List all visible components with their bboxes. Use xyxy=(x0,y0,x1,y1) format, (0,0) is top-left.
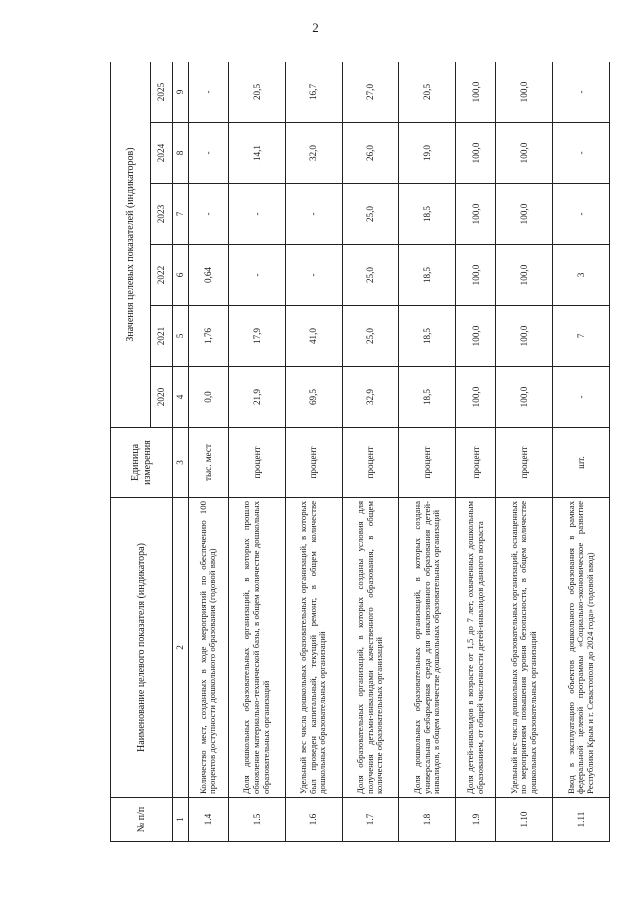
indicator-name: Удельный вес числа дошкольных образовательных организаций, в которых был проведен капитальный, текущий ремонт, в общем количестве дошкольных образовательных организаций xyxy=(285,498,342,798)
value-cell: - xyxy=(189,62,229,123)
row-number: 1.9 xyxy=(456,798,496,842)
value-cell: 100,0 xyxy=(456,245,496,306)
header-year: 2020 xyxy=(151,367,173,428)
value-cell: 69,5 xyxy=(285,367,342,428)
unit-cell: тыс. мест xyxy=(189,428,229,498)
value-cell: 100,0 xyxy=(496,184,553,245)
column-number: 3 xyxy=(173,428,189,498)
value-cell: 16,7 xyxy=(285,62,342,123)
value-cell: 20,5 xyxy=(228,62,285,123)
value-cell: - xyxy=(553,367,610,428)
unit-cell: процент xyxy=(456,428,496,498)
value-cell: 18,5 xyxy=(399,367,456,428)
row-number: 1.4 xyxy=(189,798,229,842)
table-row xyxy=(456,62,496,842)
value-cell: - xyxy=(285,184,342,245)
value-cell: - xyxy=(285,245,342,306)
value-cell: 18,5 xyxy=(399,245,456,306)
page-number: 2 xyxy=(312,20,319,35)
header-year: 2025 xyxy=(151,62,173,123)
unit-cell: процент xyxy=(228,428,285,498)
indicator-name: Доля дошкольных образовательных организаций, в которых создана универсальная безбарьерная среда для инклюзивного образования детей-инвалидов, в общем количестве дошкольных образовательных организаций xyxy=(399,498,456,798)
value-cell: 100,0 xyxy=(496,62,553,123)
row-number: 1.5 xyxy=(228,798,285,842)
value-cell: 100,0 xyxy=(496,306,553,367)
value-cell: 21,9 xyxy=(228,367,285,428)
value-cell: - xyxy=(553,62,610,123)
header-year: 2023 xyxy=(151,184,173,245)
value-cell: 18,5 xyxy=(399,184,456,245)
value-cell: 0,64 xyxy=(189,245,229,306)
value-cell: 100,0 xyxy=(496,367,553,428)
unit-cell: процент xyxy=(285,428,342,498)
value-cell: 20,5 xyxy=(399,62,456,123)
row-number: 1.7 xyxy=(342,798,399,842)
indicator-name: Доля детей-инвалидов в возрасте от 1,5 до 7 лет, охваченных дошкольным образованием, от общей численности детей-инвалидов данного возраста xyxy=(456,498,496,798)
header-unit: Единица измерения xyxy=(111,428,173,498)
value-cell: 26,0 xyxy=(342,123,399,184)
column-number: 4 xyxy=(173,367,189,428)
value-cell: 7 xyxy=(553,306,610,367)
column-number: 7 xyxy=(173,184,189,245)
row-number: 1.11 xyxy=(553,798,610,842)
column-number: 6 xyxy=(173,245,189,306)
value-cell: 32,9 xyxy=(342,367,399,428)
table-row xyxy=(228,62,285,842)
value-cell: 100,0 xyxy=(456,62,496,123)
value-cell: - xyxy=(553,184,610,245)
row-number: 1.10 xyxy=(496,798,553,842)
value-cell: - xyxy=(228,184,285,245)
indicator-name: Ввод в эксплуатацию объектов дошкольного образования в рамках федеральной целевой программы «Социально-экономическое развитие Республики Крым и г. Севастополя до 2024 года» (годовой ввод) xyxy=(553,498,610,798)
value-cell: - xyxy=(228,245,285,306)
value-cell: 1,76 xyxy=(189,306,229,367)
table-row xyxy=(553,62,610,842)
value-cell: 19,0 xyxy=(399,123,456,184)
column-number: 1 xyxy=(173,798,189,842)
table-row xyxy=(342,62,399,842)
value-cell: 41,0 xyxy=(285,306,342,367)
value-cell: - xyxy=(553,123,610,184)
value-cell: 25,0 xyxy=(342,245,399,306)
value-cell: 32,0 xyxy=(285,123,342,184)
value-cell: 25,0 xyxy=(342,306,399,367)
header-year: 2024 xyxy=(151,123,173,184)
column-number: 2 xyxy=(173,498,189,798)
rotated-table-wrapper xyxy=(110,62,610,842)
value-cell: - xyxy=(189,184,229,245)
value-cell: 100,0 xyxy=(496,245,553,306)
value-cell: 3 xyxy=(553,245,610,306)
value-cell: 18,5 xyxy=(399,306,456,367)
column-number: 8 xyxy=(173,123,189,184)
value-cell: 100,0 xyxy=(456,184,496,245)
value-cell: 100,0 xyxy=(456,123,496,184)
value-cell: 14,1 xyxy=(228,123,285,184)
indicators-table xyxy=(110,62,610,842)
unit-cell: процент xyxy=(399,428,456,498)
indicator-name: Доля образовательных организаций, в которых созданы условия для получения детьми-инвалидами качественного образования, в общем количестве образовательных организаций xyxy=(342,498,399,798)
table-row xyxy=(285,62,342,842)
value-cell: 25,0 xyxy=(342,184,399,245)
header-num: № п/п xyxy=(111,798,173,842)
value-cell: 0,0 xyxy=(189,367,229,428)
row-number: 1.8 xyxy=(399,798,456,842)
table-row xyxy=(189,62,229,842)
unit-cell: процент xyxy=(496,428,553,498)
header-year: 2022 xyxy=(151,245,173,306)
indicator-name: Количество мест, созданных в ходе мероприятий по обеспечению 100 процентов доступности дошкольного образования (годовой ввод) xyxy=(189,498,229,798)
unit-cell: шт. xyxy=(553,428,610,498)
table-row xyxy=(496,62,553,842)
document-sheet xyxy=(110,62,610,842)
indicator-name: Удельный вес числа дошкольных образовательных организаций, оснащенных по мероприятиям повышения уровня безопасности, в общем количестве дошкольных образовательных организаций xyxy=(496,498,553,798)
value-cell: 27,0 xyxy=(342,62,399,123)
value-cell: 100,0 xyxy=(456,367,496,428)
column-number: 5 xyxy=(173,306,189,367)
unit-cell: процент xyxy=(342,428,399,498)
row-number: 1.6 xyxy=(285,798,342,842)
header-values: Значения целевых показателей (индикаторов) xyxy=(111,62,151,428)
table-row xyxy=(399,62,456,842)
value-cell: 100,0 xyxy=(496,123,553,184)
value-cell: 100,0 xyxy=(456,306,496,367)
value-cell: - xyxy=(189,123,229,184)
column-number: 9 xyxy=(173,62,189,123)
indicator-name: Доля дошкольных образовательных организаций, в которых прошло обновление материально-технической базы, в общем количестве дошкольных образовательных организаций xyxy=(228,498,285,798)
header-name: Наименование целевого показателя (индикатора) xyxy=(111,498,173,798)
header-year: 2021 xyxy=(151,306,173,367)
value-cell: 17,9 xyxy=(228,306,285,367)
